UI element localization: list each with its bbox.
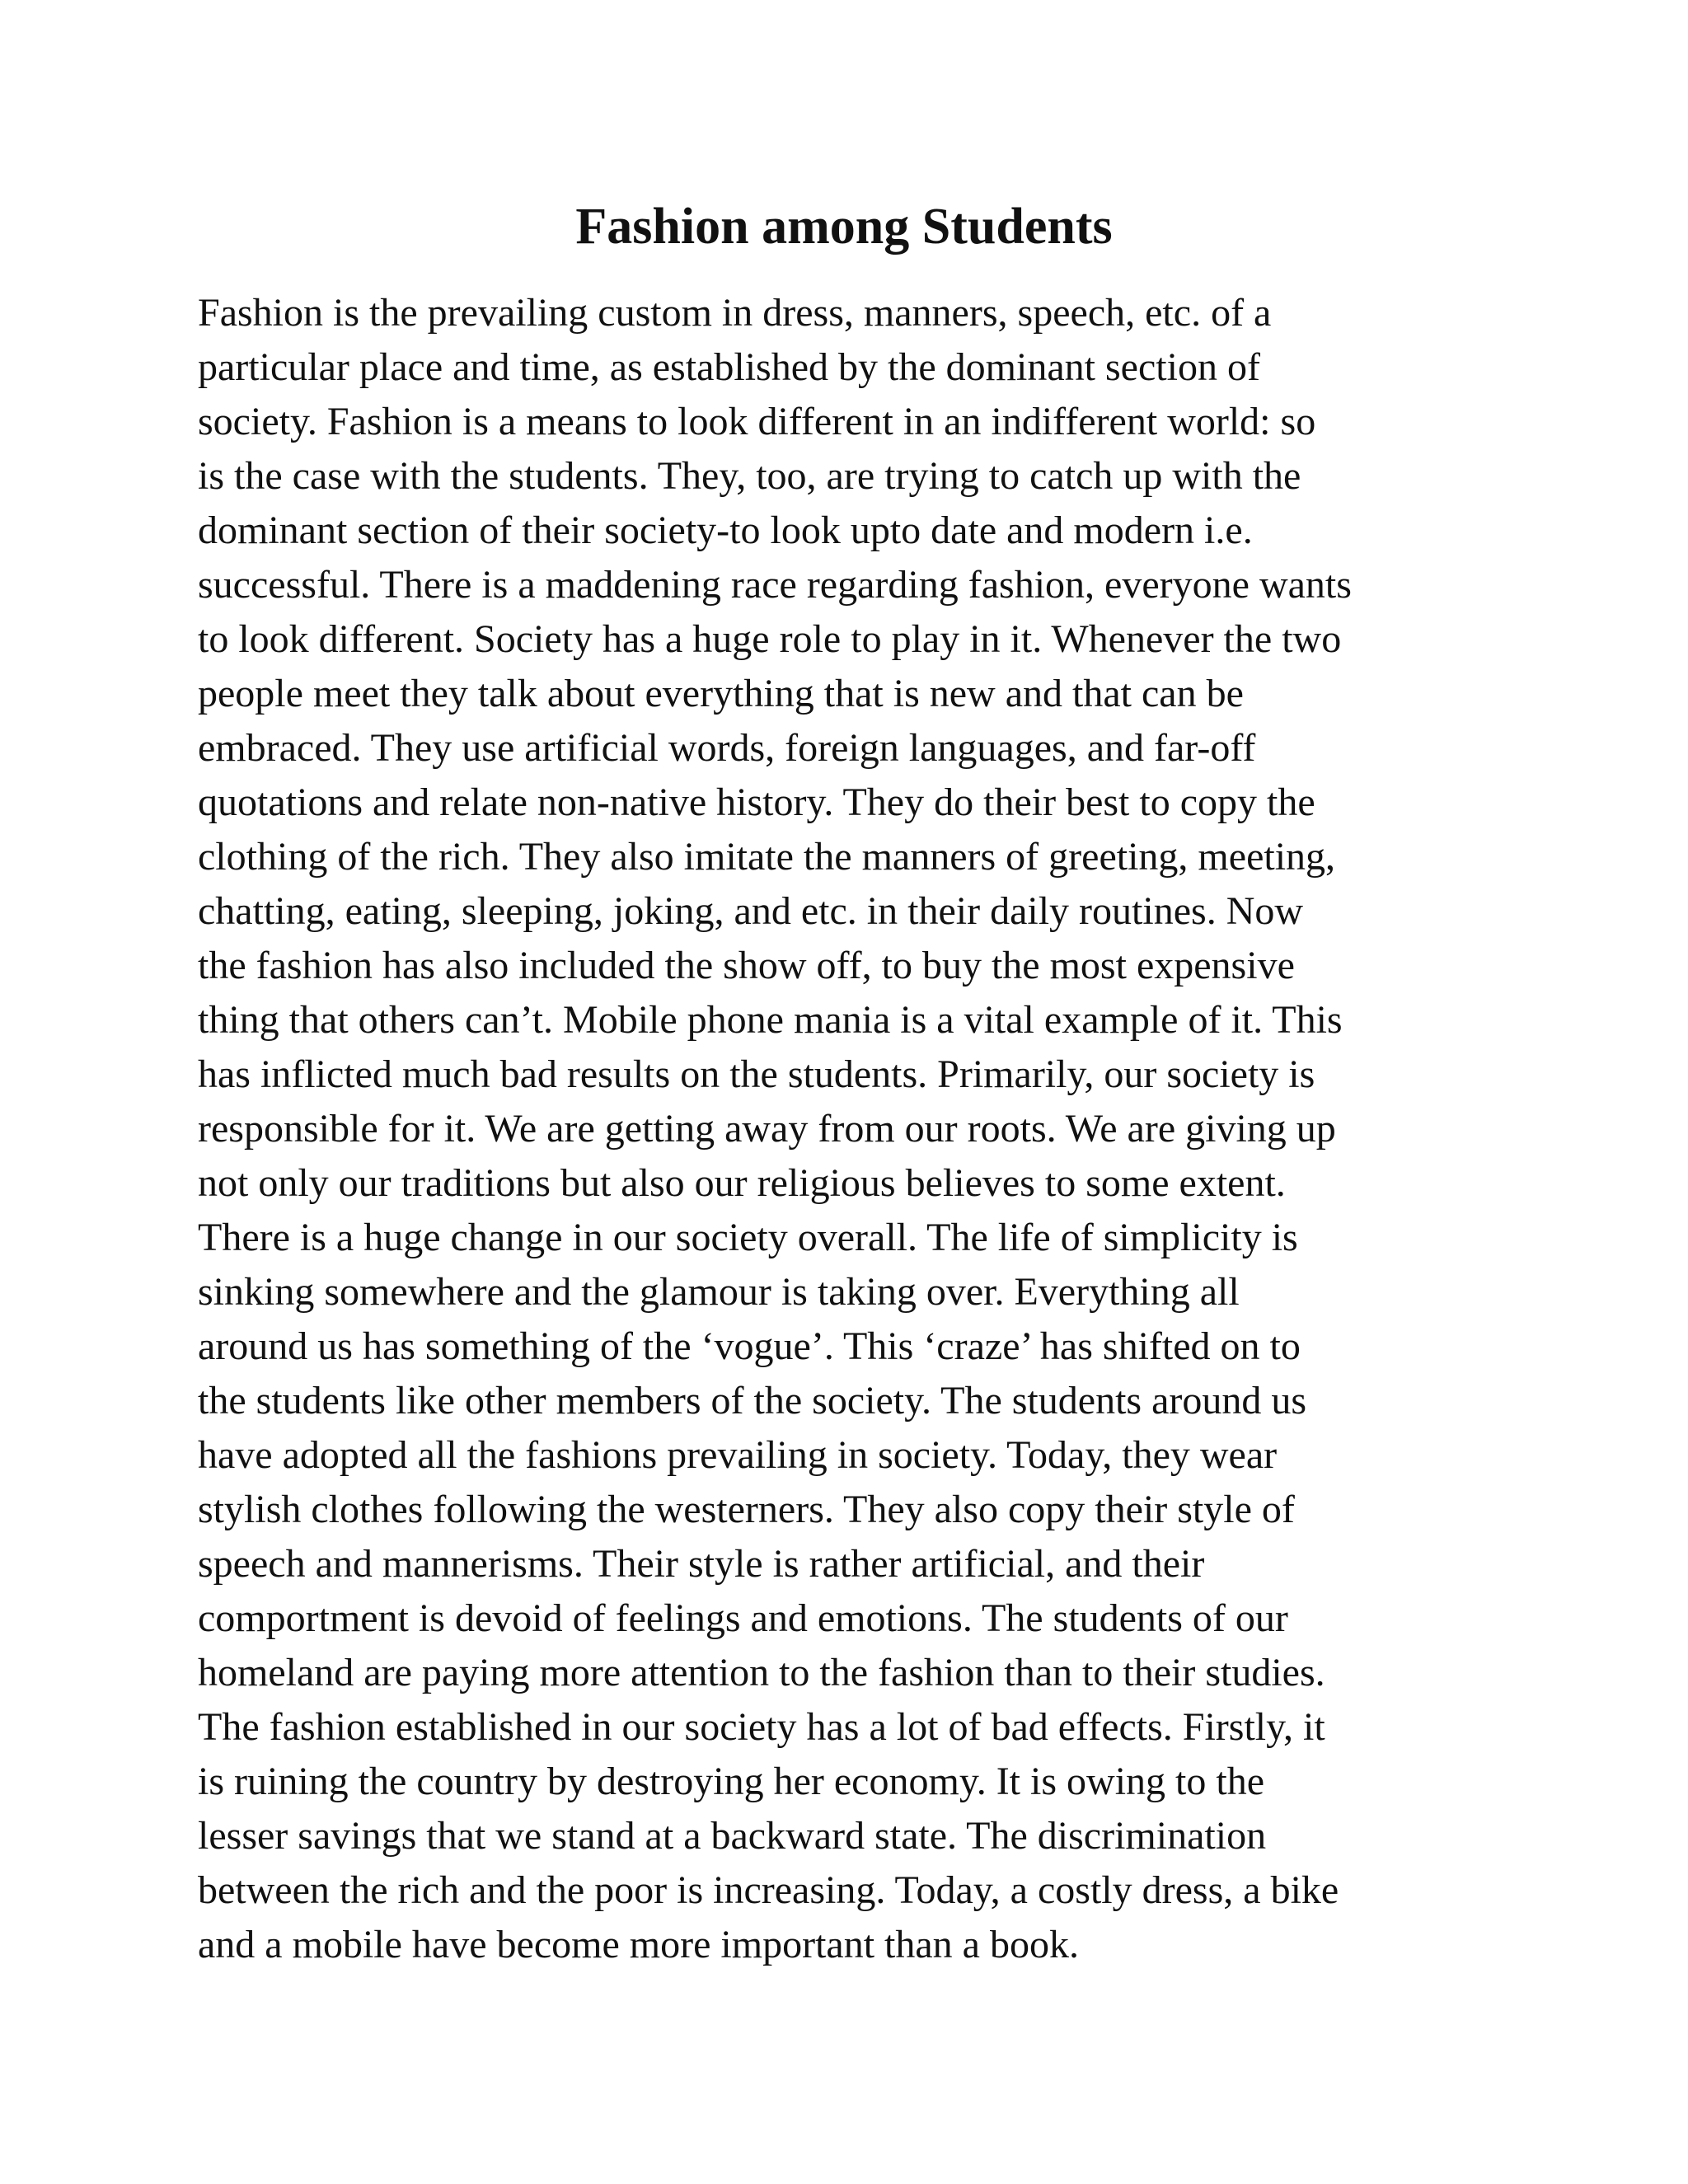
paragraph-line: around us has something of the ‘vogue’. This ‘craze’ has shifted on to xyxy=(198,1324,1301,1368)
paragraph-line: lesser savings that we stand at a backward state. The discrimination xyxy=(198,1814,1267,1858)
paragraph-line: and a mobile have become more important than a book. xyxy=(198,1923,1079,1966)
paragraph-line: Fashion is the prevailing custom in dress, manners, speech, etc. of a xyxy=(198,291,1272,335)
paragraph-line: speech and mannerisms. Their style is rather artificial, and their xyxy=(198,1542,1205,1586)
paragraph-line: society. Fashion is a means to look different in an indifferent world: so xyxy=(198,400,1316,443)
paragraph-line: between the rich and the poor is increasing. Today, a costly dress, a bike xyxy=(198,1868,1339,1912)
paragraph-line: stylish clothes following the westerners. They also copy their style of xyxy=(198,1488,1295,1531)
paragraph-line: responsible for it. We are getting away from our roots. We are giving up xyxy=(198,1107,1336,1151)
paragraph-line: The fashion established in our society has a lot of bad effects. Firstly, it xyxy=(198,1705,1325,1749)
essay-paragraph xyxy=(198,286,1484,1972)
paragraph-line: sinking somewhere and the glamour is taking over. Everything all xyxy=(198,1270,1240,1314)
paragraph-line: particular place and time, as established by the dominant section of xyxy=(198,345,1260,389)
paragraph-line: has inflicted much bad results on the students. Primarily, our society is xyxy=(198,1052,1315,1096)
paragraph-line: chatting, eating, sleeping, joking, and etc. in their daily routines. Now xyxy=(198,889,1304,933)
paragraph-line: the students like other members of the society. The students around us xyxy=(198,1379,1307,1422)
paragraph-line: is the case with the students. They, too, are trying to catch up with the xyxy=(198,454,1301,498)
paragraph-line: thing that others can’t. Mobile phone mania is a vital example of it. This xyxy=(198,998,1343,1042)
paragraph-line: people meet they talk about everything that is new and that can be xyxy=(198,672,1244,715)
paragraph-line: not only our traditions but also our religious believes to some extent. xyxy=(198,1161,1286,1205)
paragraph-line: comportment is devoid of feelings and emotions. The students of our xyxy=(198,1596,1288,1640)
paragraph-line: dominant section of their society-to look upto date and modern i.e. xyxy=(198,509,1253,552)
paragraph-line: is ruining the country by destroying her economy. It is owing to the xyxy=(198,1760,1265,1803)
document-title: Fashion among Students xyxy=(575,199,1113,255)
paragraph-line: There is a huge change in our society overall. The life of simplicity is xyxy=(198,1216,1298,1259)
paragraph-line: successful. There is a maddening race regarding fashion, everyone wants xyxy=(198,563,1352,607)
paragraph-line: have adopted all the fashions prevailing in society. Today, they wear xyxy=(198,1433,1278,1477)
paragraph-line: clothing of the rich. They also imitate the manners of greeting, meeting, xyxy=(198,835,1336,879)
paragraph-line: homeland are paying more attention to the fashion than to their studies. xyxy=(198,1651,1325,1694)
paragraph-line: the fashion has also included the show off, to buy the most expensive xyxy=(198,944,1295,987)
paragraph-line: to look different. Society has a huge role to play in it. Whenever the two xyxy=(198,617,1342,661)
paragraph-line: embraced. They use artificial words, foreign languages, and far-off xyxy=(198,726,1256,770)
paragraph-line: quotations and relate non-native history. They do their best to copy the xyxy=(198,780,1315,824)
